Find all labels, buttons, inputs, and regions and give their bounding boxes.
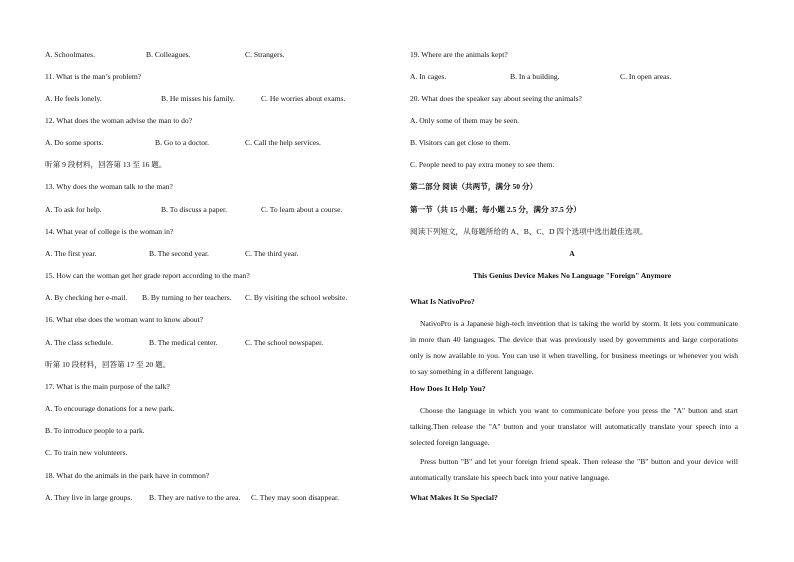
q14-option-c: C. The third year. bbox=[245, 249, 299, 258]
passage-title: This Genius Device Makes No Language "Foreign" Anymore bbox=[472, 271, 672, 280]
material-9-instruction: 听第 9 段材料，回答第 13 至 16 题。 bbox=[45, 160, 167, 169]
q10-option-c: C. Strangers. bbox=[245, 50, 285, 59]
q12-option-a: A. Do some sports. bbox=[45, 138, 104, 147]
reading-instruction: 阅读下列短文，从每题所给的 A、B、C、D 四个选项中选出最佳选项。 bbox=[410, 227, 648, 236]
question-15: 15. How can the woman get her grade report according to the man? bbox=[45, 271, 250, 280]
q16-option-b: B. The medical center. bbox=[149, 338, 218, 347]
paragraph-3: Press button "B" and let your foreign friend speak. Then release the "B" button and your device will automatically translate his speech back into your native language. bbox=[410, 457, 738, 482]
question-20: 20. What does the speaker say about seeing the animals? bbox=[410, 94, 582, 103]
q18-option-c: C. They may soon disappear. bbox=[251, 493, 340, 502]
section-1-heading: 第一节（共 15 小题；每小题 2.5 分，满分 37.5 分） bbox=[410, 205, 581, 214]
q17-option-c: C. To train new volunteers. bbox=[45, 448, 128, 457]
q19-option-a: A. In cages. bbox=[410, 72, 447, 81]
q15-option-b: B. By turning to her teachers. bbox=[142, 293, 232, 302]
q20-option-b: B. Visitors can get close to them. bbox=[410, 138, 511, 147]
q18-option-a: A. They live in large groups. bbox=[45, 493, 133, 502]
q11-option-b: B. He misses his family. bbox=[161, 94, 235, 103]
heading-how-help: How Does It Help You? bbox=[410, 384, 486, 393]
part-2-heading: 第二部分 阅读（共两节，满分 50 分） bbox=[410, 182, 538, 191]
question-17: 17. What is the main purpose of the talk? bbox=[45, 382, 170, 391]
heading-what-is: What Is NativoPro? bbox=[410, 297, 475, 306]
q15-option-a: A. By checking her e-mail. bbox=[45, 293, 128, 302]
q16-option-a: A. The class schedule. bbox=[45, 338, 113, 347]
q20-option-c: C. People need to pay extra money to see them. bbox=[410, 160, 555, 169]
question-14: 14. What year of college is the woman in? bbox=[45, 227, 174, 236]
passage-letter: A bbox=[569, 249, 575, 258]
q18-option-b: B. They are native to the area. bbox=[149, 493, 241, 502]
q10-option-b: B. Colleagues. bbox=[146, 50, 191, 59]
q14-option-b: B. The second year. bbox=[149, 249, 209, 258]
q17-option-a: A. To encourage donations for a new park. bbox=[45, 404, 175, 413]
q11-option-c: C. He worries about exams. bbox=[261, 94, 346, 103]
q12-option-c: C. Call the help services. bbox=[245, 138, 321, 147]
q17-option-b: B. To introduce people to a park. bbox=[45, 426, 145, 435]
q19-option-b: B. In a building. bbox=[510, 72, 560, 81]
question-19: 19. Where are the animals kept? bbox=[410, 50, 508, 59]
question-18: 18. What do the animals in the park have in common? bbox=[45, 471, 210, 480]
q19-option-c: C. In open areas. bbox=[620, 72, 672, 81]
q14-option-a: A. The first year. bbox=[45, 249, 97, 258]
paragraph-1: NativoPro is a Japanese high-tech invention that is taking the world by storm. It lets you communicate in more than 40 languages. The device that was previously used by governments and large corporations only is now available to you. You can use it when travelling, for business meetings or whenever you wish to say something in a different language. bbox=[410, 319, 738, 376]
q20-option-a: A. Only some of them may be seen. bbox=[410, 116, 520, 125]
q10-option-a: A. Schoolmates. bbox=[45, 50, 95, 59]
q12-option-b: B. Go to a doctor. bbox=[155, 138, 209, 147]
question-13: 13. Why does the woman talk to the man? bbox=[45, 182, 173, 191]
q13-option-b: B. To discuss a paper. bbox=[161, 205, 227, 214]
material-10-instruction: 听第 10 段材料，回答第 17 至 20 题。 bbox=[45, 360, 171, 369]
q13-option-c: C. To learn about a course. bbox=[261, 205, 343, 214]
q15-option-c: C. By visiting the school website. bbox=[245, 293, 348, 302]
q16-option-c: C. The school newspaper. bbox=[245, 338, 324, 347]
question-11: 11. What is the man’s problem? bbox=[45, 72, 142, 81]
heading-what-special: What Makes It So Special? bbox=[410, 493, 498, 502]
question-16: 16. What else does the woman want to know about? bbox=[45, 315, 204, 324]
question-12: 12. What does the woman advise the man to do? bbox=[45, 116, 193, 125]
q13-option-a: A. To ask for help. bbox=[45, 205, 102, 214]
paragraph-2: Choose the language in which you want to communicate before you press the "A" button and start talking.Then release the "A" button and your translator will automatically translate your speech into a selected foreign language. bbox=[410, 406, 738, 447]
q11-option-a: A. He feels lonely. bbox=[45, 94, 102, 103]
